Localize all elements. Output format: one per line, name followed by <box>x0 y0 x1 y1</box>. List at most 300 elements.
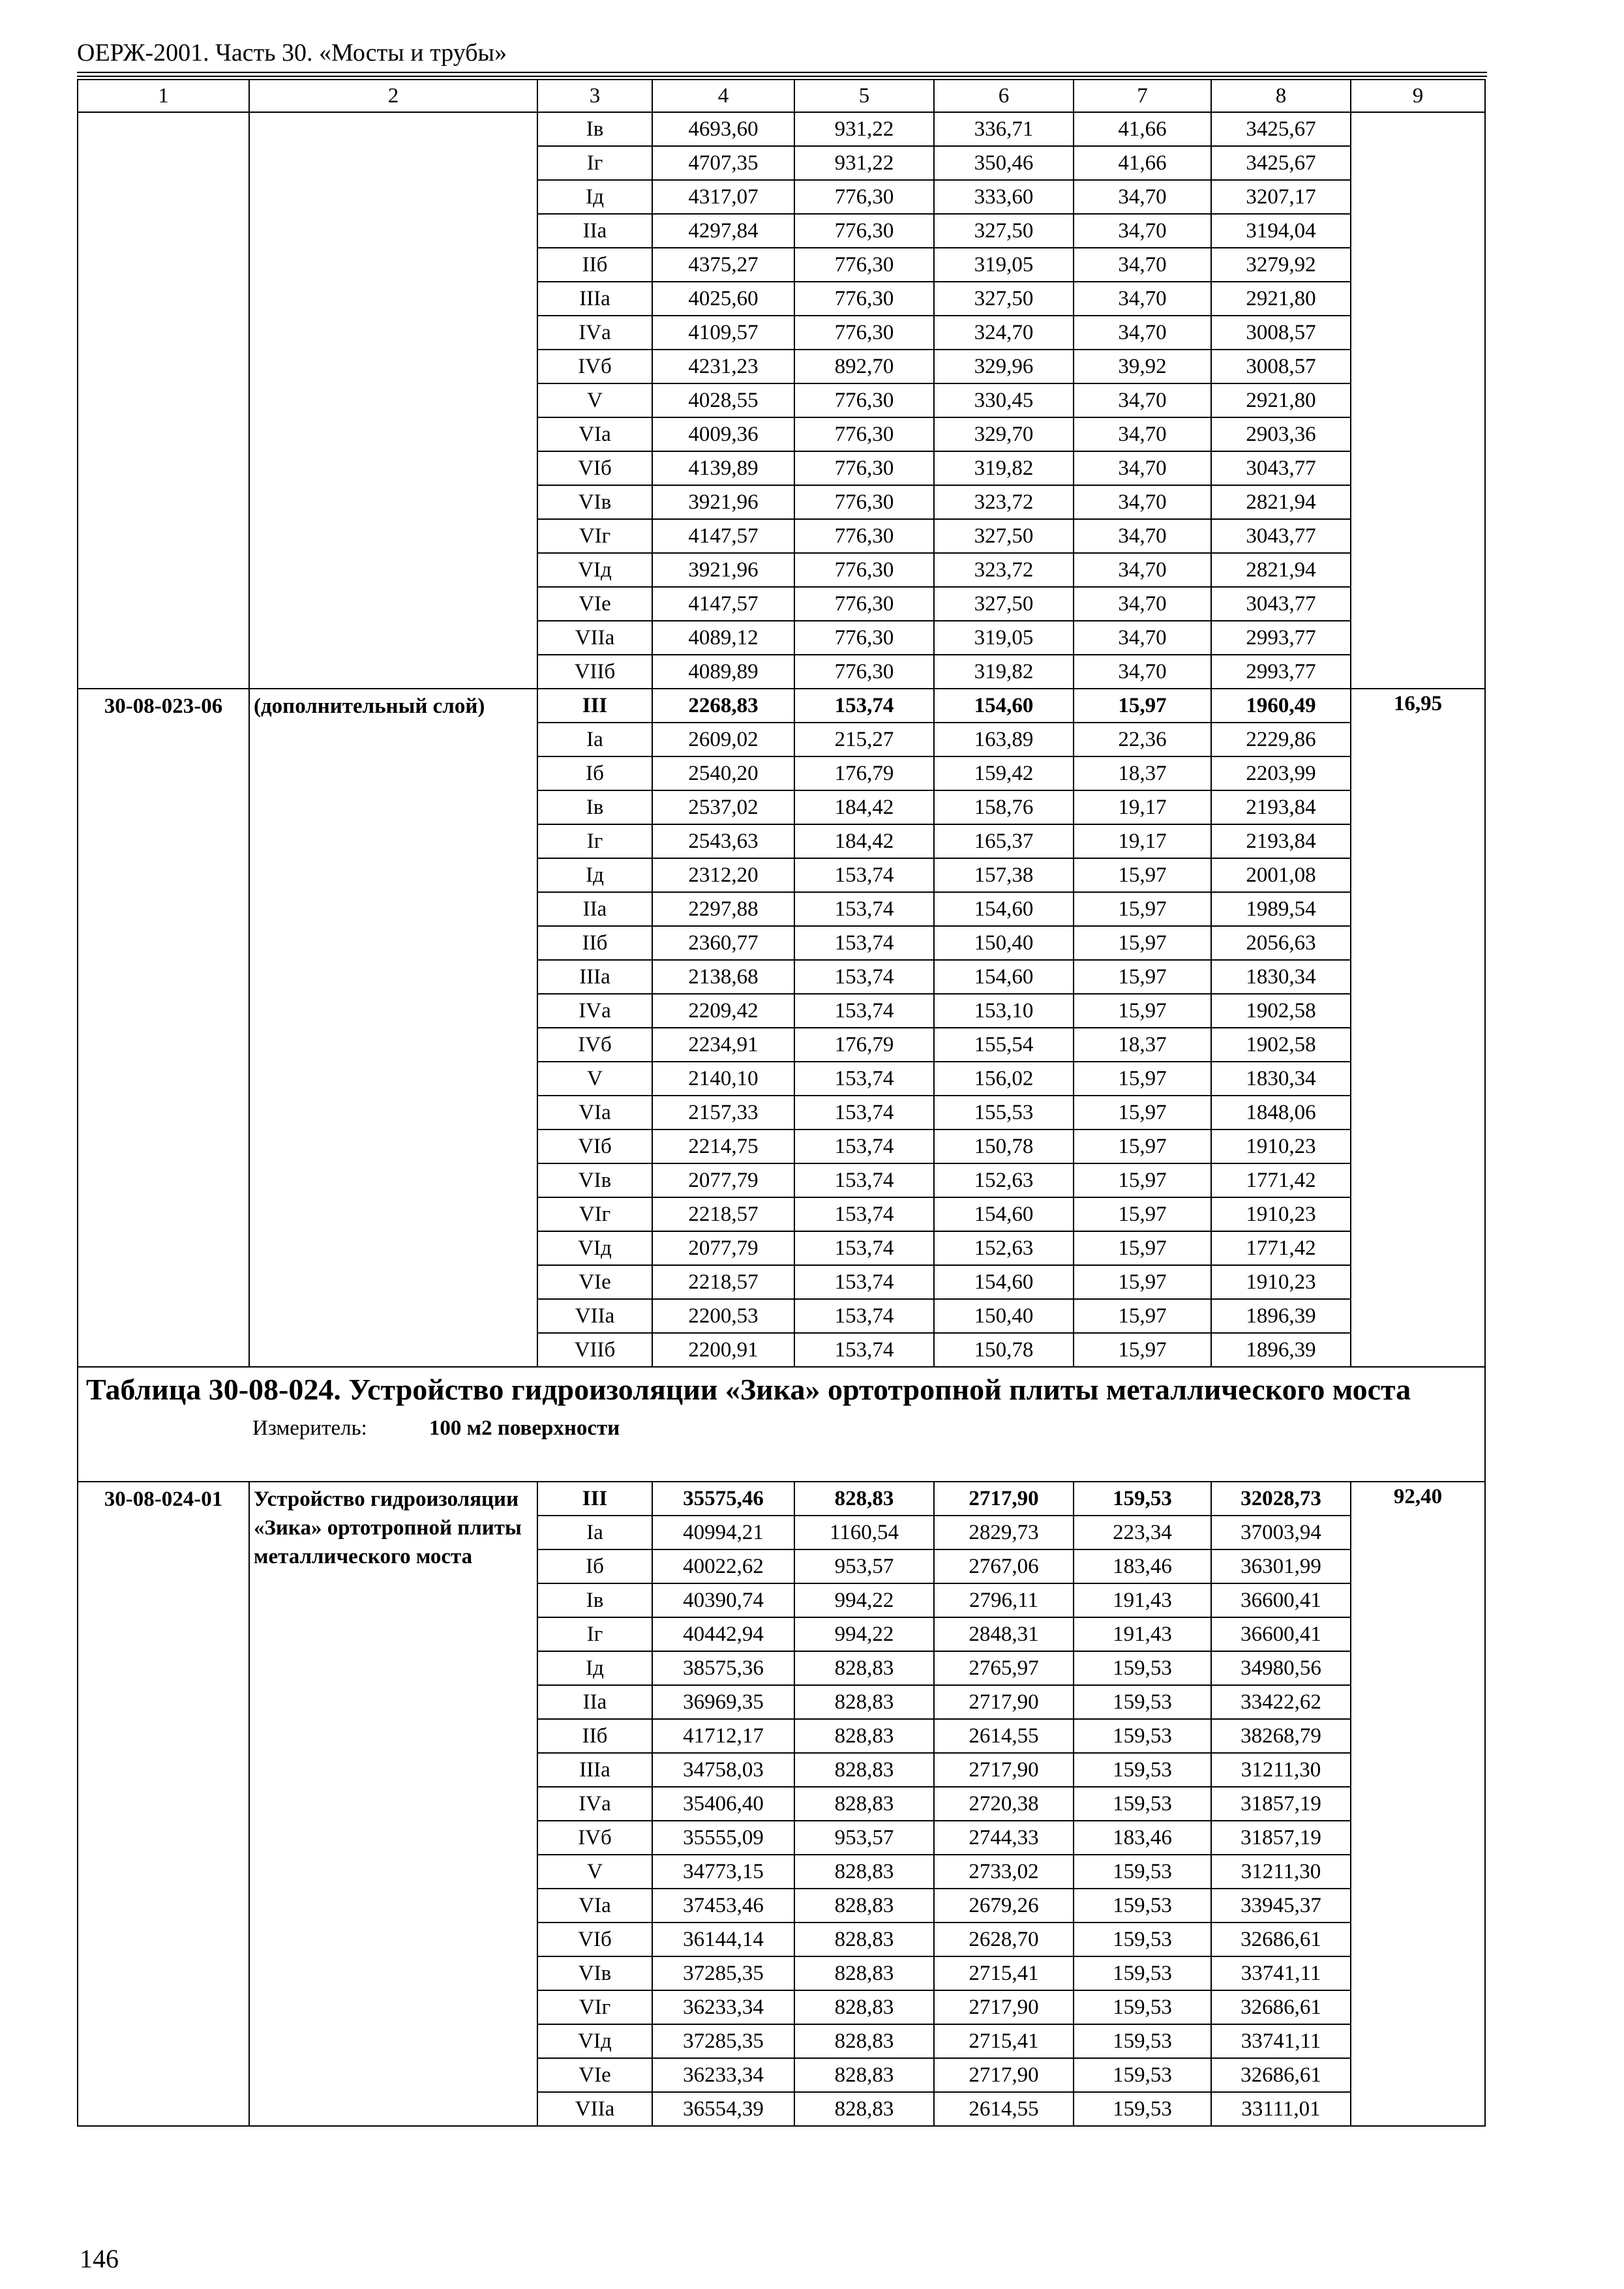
column-number-5: 5 <box>794 80 934 112</box>
machine-cost-cell: 2848,31 <box>934 1617 1074 1651</box>
region-cell: VIIа <box>537 2092 652 2126</box>
material-cost-cell: 33741,11 <box>1211 1956 1351 1990</box>
region-cell: Iг <box>537 1617 652 1651</box>
machinist-wage-cell: 159,53 <box>1074 1956 1211 1990</box>
direct-cost-cell: 36233,34 <box>652 2058 794 2092</box>
material-cost-cell: 31857,19 <box>1211 1821 1351 1855</box>
machinist-wage-cell: 34,70 <box>1074 282 1211 316</box>
region-cell: V <box>537 1855 652 1889</box>
region-cell: VIIа <box>537 621 652 655</box>
material-cost-cell: 33945,37 <box>1211 1889 1351 1922</box>
direct-cost-cell: 2540,20 <box>652 756 794 790</box>
region-cell: IIб <box>537 926 652 960</box>
machinist-wage-cell: 19,17 <box>1074 824 1211 858</box>
direct-cost-cell: 2312,20 <box>652 858 794 892</box>
machine-cost-cell: 2796,11 <box>934 1583 1074 1617</box>
machine-cost-cell: 2628,70 <box>934 1922 1074 1956</box>
wage-cell: 776,30 <box>794 214 934 248</box>
region-cell: VIе <box>537 2058 652 2092</box>
rate-code-cell <box>78 112 249 689</box>
material-cost-cell: 3425,67 <box>1211 146 1351 180</box>
region-cell: IVб <box>537 350 652 383</box>
region-cell: IIа <box>537 892 652 926</box>
machinist-wage-cell: 15,97 <box>1074 689 1211 723</box>
direct-cost-cell: 4231,23 <box>652 350 794 383</box>
material-cost-cell: 2821,94 <box>1211 485 1351 519</box>
material-cost-cell: 33741,11 <box>1211 2024 1351 2058</box>
table-row <box>78 112 1485 146</box>
material-cost-cell: 1989,54 <box>1211 892 1351 926</box>
material-cost-cell: 3279,92 <box>1211 248 1351 282</box>
direct-cost-cell: 2234,91 <box>652 1028 794 1062</box>
wage-cell: 215,27 <box>794 723 934 756</box>
machinist-wage-cell: 191,43 <box>1074 1583 1211 1617</box>
direct-cost-cell: 2157,33 <box>652 1096 794 1130</box>
table-heading-row <box>78 1367 1485 1482</box>
direct-cost-cell: 3921,96 <box>652 485 794 519</box>
machine-cost-cell: 2744,33 <box>934 1821 1074 1855</box>
direct-cost-cell: 40442,94 <box>652 1617 794 1651</box>
machinist-wage-cell: 18,37 <box>1074 1028 1211 1062</box>
region-cell: Iв <box>537 790 652 824</box>
machinist-wage-cell: 15,97 <box>1074 1231 1211 1265</box>
machine-cost-cell: 150,40 <box>934 926 1074 960</box>
wage-cell: 153,74 <box>794 1197 934 1231</box>
direct-cost-cell: 2218,57 <box>652 1197 794 1231</box>
machinist-wage-cell: 159,53 <box>1074 1719 1211 1753</box>
machinist-wage-cell: 41,66 <box>1074 146 1211 180</box>
machinist-wage-cell: 22,36 <box>1074 723 1211 756</box>
region-cell: VIг <box>537 1990 652 2024</box>
column-number-4: 4 <box>652 80 794 112</box>
wage-cell: 776,30 <box>794 248 934 282</box>
machinist-wage-cell: 15,97 <box>1074 1299 1211 1333</box>
machinist-wage-cell: 15,97 <box>1074 892 1211 926</box>
wage-cell: 153,74 <box>794 926 934 960</box>
wage-cell: 153,74 <box>794 994 934 1028</box>
direct-cost-cell: 2140,10 <box>652 1062 794 1096</box>
direct-cost-cell: 36969,35 <box>652 1685 794 1719</box>
machinist-wage-cell: 34,70 <box>1074 621 1211 655</box>
column-number-2: 2 <box>249 80 537 112</box>
direct-cost-cell: 35575,46 <box>652 1482 794 1516</box>
column-number-row <box>78 80 1485 112</box>
region-cell: III <box>537 689 652 723</box>
material-cost-cell: 1902,58 <box>1211 1028 1351 1062</box>
direct-cost-cell: 4147,57 <box>652 519 794 553</box>
machine-cost-cell: 150,78 <box>934 1130 1074 1163</box>
machinist-wage-cell: 34,70 <box>1074 417 1211 451</box>
wage-cell: 828,83 <box>794 1719 934 1753</box>
wage-cell: 776,30 <box>794 621 934 655</box>
region-cell: IVа <box>537 316 652 350</box>
machine-cost-cell: 350,46 <box>934 146 1074 180</box>
table-row <box>78 689 1485 723</box>
direct-cost-cell: 4707,35 <box>652 146 794 180</box>
region-cell: Iд <box>537 1651 652 1685</box>
material-cost-cell: 33111,01 <box>1211 2092 1351 2126</box>
region-cell: IVб <box>537 1821 652 1855</box>
material-cost-cell: 36600,41 <box>1211 1583 1351 1617</box>
labor-cost-cell: 92,40 <box>1351 1482 1485 2126</box>
machinist-wage-cell: 159,53 <box>1074 1482 1211 1516</box>
material-cost-cell: 2203,99 <box>1211 756 1351 790</box>
column-number-6: 6 <box>934 80 1074 112</box>
wage-cell: 828,83 <box>794 1753 934 1787</box>
machinist-wage-cell: 34,70 <box>1074 248 1211 282</box>
machine-cost-cell: 2679,26 <box>934 1889 1074 1922</box>
material-cost-cell: 2903,36 <box>1211 417 1351 451</box>
direct-cost-cell: 4109,57 <box>652 316 794 350</box>
machinist-wage-cell: 15,97 <box>1074 1163 1211 1197</box>
material-cost-cell: 2001,08 <box>1211 858 1351 892</box>
material-cost-cell: 1848,06 <box>1211 1096 1351 1130</box>
material-cost-cell: 1896,39 <box>1211 1299 1351 1333</box>
wage-cell: 153,74 <box>794 1130 934 1163</box>
rate-name-cell: (дополнительный слой) <box>249 689 537 1367</box>
wage-cell: 994,22 <box>794 1617 934 1651</box>
direct-cost-cell: 2360,77 <box>652 926 794 960</box>
material-cost-cell: 2056,63 <box>1211 926 1351 960</box>
machine-cost-cell: 2717,90 <box>934 1990 1074 2024</box>
wage-cell: 994,22 <box>794 1583 934 1617</box>
region-cell: V <box>537 1062 652 1096</box>
column-number-9: 9 <box>1351 80 1485 112</box>
machine-cost-cell: 152,63 <box>934 1231 1074 1265</box>
region-cell: IIIа <box>537 960 652 994</box>
region-cell: VIб <box>537 451 652 485</box>
direct-cost-cell: 2209,42 <box>652 994 794 1028</box>
machine-cost-cell: 2715,41 <box>934 2024 1074 2058</box>
direct-cost-cell: 37285,35 <box>652 2024 794 2058</box>
rate-name-cell <box>249 112 537 689</box>
machine-cost-cell: 154,60 <box>934 1265 1074 1299</box>
direct-cost-cell: 4375,27 <box>652 248 794 282</box>
column-number-7: 7 <box>1074 80 1211 112</box>
material-cost-cell: 3194,04 <box>1211 214 1351 248</box>
machine-cost-cell: 157,38 <box>934 858 1074 892</box>
machine-cost-cell: 323,72 <box>934 485 1074 519</box>
material-cost-cell: 2821,94 <box>1211 553 1351 587</box>
region-cell: VIв <box>537 485 652 519</box>
machine-cost-cell: 327,50 <box>934 282 1074 316</box>
wage-cell: 176,79 <box>794 756 934 790</box>
wage-cell: 931,22 <box>794 112 934 146</box>
machine-cost-cell: 323,72 <box>934 553 1074 587</box>
wage-cell: 776,30 <box>794 655 934 689</box>
material-cost-cell: 38268,79 <box>1211 1719 1351 1753</box>
machinist-wage-cell: 34,70 <box>1074 451 1211 485</box>
region-cell: Iг <box>537 146 652 180</box>
direct-cost-cell: 4147,57 <box>652 587 794 621</box>
machinist-wage-cell: 159,53 <box>1074 1787 1211 1821</box>
machinist-wage-cell: 34,70 <box>1074 316 1211 350</box>
wage-cell: 828,83 <box>794 1651 934 1685</box>
machine-cost-cell: 319,05 <box>934 248 1074 282</box>
machine-cost-cell: 150,78 <box>934 1333 1074 1367</box>
material-cost-cell: 1910,23 <box>1211 1130 1351 1163</box>
machinist-wage-cell: 183,46 <box>1074 1549 1211 1583</box>
material-cost-cell: 3043,77 <box>1211 519 1351 553</box>
direct-cost-cell: 4025,60 <box>652 282 794 316</box>
wage-cell: 776,30 <box>794 553 934 587</box>
region-cell: VIб <box>537 1130 652 1163</box>
region-cell: VIа <box>537 1096 652 1130</box>
wage-cell: 953,57 <box>794 1549 934 1583</box>
machine-cost-cell: 2720,38 <box>934 1787 1074 1821</box>
material-cost-cell: 3425,67 <box>1211 112 1351 146</box>
region-cell: VIIб <box>537 1333 652 1367</box>
region-cell: Iд <box>537 180 652 214</box>
material-cost-cell: 3043,77 <box>1211 587 1351 621</box>
region-cell: VIг <box>537 519 652 553</box>
material-cost-cell: 3043,77 <box>1211 451 1351 485</box>
material-cost-cell: 32686,61 <box>1211 1990 1351 2024</box>
wage-cell: 776,30 <box>794 587 934 621</box>
machine-cost-cell: 150,40 <box>934 1299 1074 1333</box>
table-heading <box>78 1367 1485 1482</box>
machine-cost-cell: 329,70 <box>934 417 1074 451</box>
machinist-wage-cell: 34,70 <box>1074 180 1211 214</box>
region-cell: IVа <box>537 1787 652 1821</box>
machine-cost-cell: 2717,90 <box>934 1753 1074 1787</box>
material-cost-cell: 31211,30 <box>1211 1855 1351 1889</box>
material-cost-cell: 32686,61 <box>1211 1922 1351 1956</box>
region-cell: VIIб <box>537 655 652 689</box>
machinist-wage-cell: 159,53 <box>1074 1889 1211 1922</box>
material-cost-cell: 1896,39 <box>1211 1333 1351 1367</box>
wage-cell: 828,83 <box>794 1855 934 1889</box>
region-cell: VIа <box>537 417 652 451</box>
machinist-wage-cell: 15,97 <box>1074 858 1211 892</box>
machine-cost-cell: 156,02 <box>934 1062 1074 1096</box>
machine-cost-cell: 155,53 <box>934 1096 1074 1130</box>
running-header: ОЕРЖ-2001. Часть 30. «Мосты и трубы» <box>77 39 507 67</box>
machinist-wage-cell: 159,53 <box>1074 1855 1211 1889</box>
labor-cost-cell <box>1351 112 1485 689</box>
machinist-wage-cell: 34,70 <box>1074 655 1211 689</box>
region-cell: VIв <box>537 1163 652 1197</box>
machinist-wage-cell: 159,53 <box>1074 1922 1211 1956</box>
region-cell: IVб <box>537 1028 652 1062</box>
machinist-wage-cell: 15,97 <box>1074 1096 1211 1130</box>
wage-cell: 776,30 <box>794 485 934 519</box>
rates-table <box>77 79 1486 2127</box>
direct-cost-cell: 2537,02 <box>652 790 794 824</box>
machinist-wage-cell: 41,66 <box>1074 112 1211 146</box>
machine-cost-cell: 333,60 <box>934 180 1074 214</box>
direct-cost-cell: 2077,79 <box>652 1163 794 1197</box>
rate-code-cell: 30-08-023-06 <box>78 689 249 1367</box>
region-cell: V <box>537 383 652 417</box>
material-cost-cell: 36600,41 <box>1211 1617 1351 1651</box>
material-cost-cell: 31857,19 <box>1211 1787 1351 1821</box>
rate-code-cell: 30-08-024-01 <box>78 1482 249 2126</box>
machine-cost-cell: 165,37 <box>934 824 1074 858</box>
wage-cell: 776,30 <box>794 383 934 417</box>
machine-cost-cell: 327,50 <box>934 587 1074 621</box>
wage-cell: 153,74 <box>794 1265 934 1299</box>
region-cell: Iа <box>537 1516 652 1549</box>
material-cost-cell: 3008,57 <box>1211 316 1351 350</box>
header-rule-bottom <box>77 76 1487 77</box>
machine-cost-cell: 2765,97 <box>934 1651 1074 1685</box>
wage-cell: 776,30 <box>794 316 934 350</box>
wage-cell: 828,83 <box>794 2058 934 2092</box>
labor-cost-cell: 16,95 <box>1351 689 1485 1367</box>
machinist-wage-cell: 34,70 <box>1074 383 1211 417</box>
material-cost-cell: 1902,58 <box>1211 994 1351 1028</box>
wage-cell: 1160,54 <box>794 1516 934 1549</box>
wage-cell: 892,70 <box>794 350 934 383</box>
wage-cell: 153,74 <box>794 1299 934 1333</box>
wage-cell: 828,83 <box>794 1787 934 1821</box>
region-cell: IIа <box>537 1685 652 1719</box>
machine-cost-cell: 152,63 <box>934 1163 1074 1197</box>
wage-cell: 153,74 <box>794 1231 934 1265</box>
material-cost-cell: 3008,57 <box>1211 350 1351 383</box>
machinist-wage-cell: 34,70 <box>1074 485 1211 519</box>
machinist-wage-cell: 191,43 <box>1074 1617 1211 1651</box>
material-cost-cell: 31211,30 <box>1211 1753 1351 1787</box>
column-number-1: 1 <box>78 80 249 112</box>
wage-cell: 828,83 <box>794 1685 934 1719</box>
direct-cost-cell: 2609,02 <box>652 723 794 756</box>
wage-cell: 828,83 <box>794 1889 934 1922</box>
wage-cell: 776,30 <box>794 282 934 316</box>
region-cell: IIIа <box>537 1753 652 1787</box>
rate-name-cell: Устройство гидроизоляции «Зика» ортотропной плиты металлического моста <box>249 1482 537 2126</box>
direct-cost-cell: 2200,91 <box>652 1333 794 1367</box>
wage-cell: 153,74 <box>794 960 934 994</box>
page-number: 146 <box>80 2244 119 2273</box>
direct-cost-cell: 4693,60 <box>652 112 794 146</box>
machinist-wage-cell: 159,53 <box>1074 2092 1211 2126</box>
machine-cost-cell: 327,50 <box>934 519 1074 553</box>
region-cell: VIд <box>537 553 652 587</box>
direct-cost-cell: 34773,15 <box>652 1855 794 1889</box>
direct-cost-cell: 38575,36 <box>652 1651 794 1685</box>
wage-cell: 953,57 <box>794 1821 934 1855</box>
region-cell: Iа <box>537 723 652 756</box>
machinist-wage-cell: 15,97 <box>1074 1062 1211 1096</box>
direct-cost-cell: 2297,88 <box>652 892 794 926</box>
machine-cost-cell: 158,76 <box>934 790 1074 824</box>
region-cell: III <box>537 1482 652 1516</box>
machinist-wage-cell: 159,53 <box>1074 1685 1211 1719</box>
direct-cost-cell: 36233,34 <box>652 1990 794 2024</box>
machinist-wage-cell: 15,97 <box>1074 1130 1211 1163</box>
machine-cost-cell: 2717,90 <box>934 1685 1074 1719</box>
material-cost-cell: 34980,56 <box>1211 1651 1351 1685</box>
wage-cell: 176,79 <box>794 1028 934 1062</box>
region-cell: VIIа <box>537 1299 652 1333</box>
direct-cost-cell: 4089,89 <box>652 655 794 689</box>
direct-cost-cell: 35555,09 <box>652 1821 794 1855</box>
unit-value: 100 м2 поверхности <box>429 1416 620 1440</box>
table-row <box>78 1482 1485 1516</box>
material-cost-cell: 37003,94 <box>1211 1516 1351 1549</box>
header-rule-top <box>77 72 1487 73</box>
machine-cost-cell: 2717,90 <box>934 1482 1074 1516</box>
machinist-wage-cell: 15,97 <box>1074 960 1211 994</box>
material-cost-cell: 2229,86 <box>1211 723 1351 756</box>
direct-cost-cell: 4317,07 <box>652 180 794 214</box>
material-cost-cell: 1910,23 <box>1211 1265 1351 1299</box>
machinist-wage-cell: 15,97 <box>1074 994 1211 1028</box>
material-cost-cell: 36301,99 <box>1211 1549 1351 1583</box>
region-cell: VIб <box>537 1922 652 1956</box>
direct-cost-cell: 40022,62 <box>652 1549 794 1583</box>
machine-cost-cell: 159,42 <box>934 756 1074 790</box>
material-cost-cell: 1771,42 <box>1211 1231 1351 1265</box>
column-number-8: 8 <box>1211 80 1351 112</box>
region-cell: Iв <box>537 1583 652 1617</box>
direct-cost-cell: 2268,83 <box>652 689 794 723</box>
machine-cost-cell: 163,89 <box>934 723 1074 756</box>
machine-cost-cell: 154,60 <box>934 689 1074 723</box>
machine-cost-cell: 2614,55 <box>934 2092 1074 2126</box>
wage-cell: 153,74 <box>794 1062 934 1096</box>
machinist-wage-cell: 34,70 <box>1074 214 1211 248</box>
machine-cost-cell: 2717,90 <box>934 2058 1074 2092</box>
table-title: Таблица 30-08-024. Устройство гидроизоляции «Зика» ортотропной плиты металлического моста <box>86 1373 1411 1406</box>
wage-cell: 184,42 <box>794 790 934 824</box>
wage-cell: 776,30 <box>794 180 934 214</box>
machinist-wage-cell: 15,97 <box>1074 1333 1211 1367</box>
direct-cost-cell: 4089,12 <box>652 621 794 655</box>
material-cost-cell: 2193,84 <box>1211 824 1351 858</box>
material-cost-cell: 2921,80 <box>1211 383 1351 417</box>
region-cell: Iд <box>537 858 652 892</box>
wage-cell: 828,83 <box>794 1482 934 1516</box>
material-cost-cell: 2193,84 <box>1211 790 1351 824</box>
region-cell: VIа <box>537 1889 652 1922</box>
machine-cost-cell: 155,54 <box>934 1028 1074 1062</box>
direct-cost-cell: 40994,21 <box>652 1516 794 1549</box>
region-cell: IIб <box>537 1719 652 1753</box>
machine-cost-cell: 154,60 <box>934 892 1074 926</box>
region-cell: Iв <box>537 112 652 146</box>
machine-cost-cell: 153,10 <box>934 994 1074 1028</box>
wage-cell: 828,83 <box>794 1956 934 1990</box>
wage-cell: 153,74 <box>794 1333 934 1367</box>
machinist-wage-cell: 15,97 <box>1074 1197 1211 1231</box>
machine-cost-cell: 319,82 <box>934 451 1074 485</box>
wage-cell: 153,74 <box>794 858 934 892</box>
direct-cost-cell: 41712,17 <box>652 1719 794 1753</box>
machinist-wage-cell: 15,97 <box>1074 926 1211 960</box>
machine-cost-cell: 336,71 <box>934 112 1074 146</box>
direct-cost-cell: 35406,40 <box>652 1787 794 1821</box>
material-cost-cell: 1830,34 <box>1211 960 1351 994</box>
direct-cost-cell: 37453,46 <box>652 1889 794 1922</box>
machinist-wage-cell: 34,70 <box>1074 587 1211 621</box>
wage-cell: 153,74 <box>794 1163 934 1197</box>
wage-cell: 931,22 <box>794 146 934 180</box>
unit-label: Измеритель: <box>252 1416 367 1440</box>
machine-cost-cell: 2715,41 <box>934 1956 1074 1990</box>
direct-cost-cell: 36554,39 <box>652 2092 794 2126</box>
material-cost-cell: 1771,42 <box>1211 1163 1351 1197</box>
machine-cost-cell: 154,60 <box>934 1197 1074 1231</box>
machinist-wage-cell: 223,34 <box>1074 1516 1211 1549</box>
machinist-wage-cell: 39,92 <box>1074 350 1211 383</box>
machinist-wage-cell: 159,53 <box>1074 2058 1211 2092</box>
region-cell: VIе <box>537 1265 652 1299</box>
wage-cell: 828,83 <box>794 1990 934 2024</box>
direct-cost-cell: 2214,75 <box>652 1130 794 1163</box>
